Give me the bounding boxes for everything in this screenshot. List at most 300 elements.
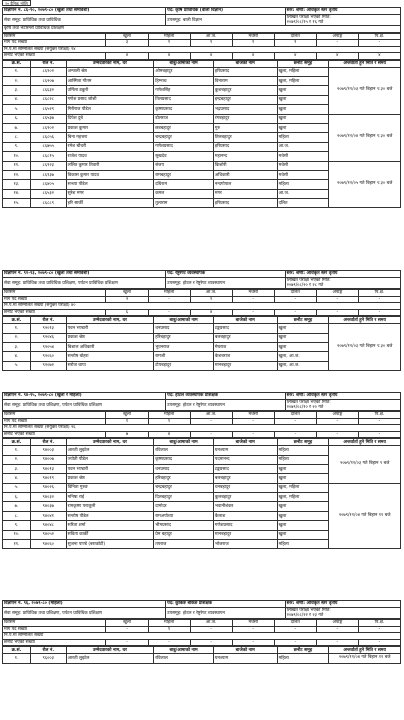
candidate-cell: आरती लुइटेल [66, 654, 154, 663]
candidate-row [3, 654, 401, 663]
candidate-row [3, 324, 401, 333]
selected-count-row [3, 53, 401, 60]
quota-head-cell: आ.ज. [190, 412, 232, 419]
candidate-cell: ८६८२८ [30, 95, 66, 104]
quota-value-cell: - [358, 40, 400, 47]
candidate-cell: ८६४०५ [30, 180, 66, 189]
quota-table [2, 33, 401, 60]
interview-schedule: २०७९/११/०४ गते बिहान ११ बजे [329, 654, 401, 663]
exam-date-label: लिखित परीक्षा भएको मिति: [286, 400, 331, 405]
candidate-cell: भोजराज [213, 540, 277, 549]
candidate-cell: ८६१०२ [30, 67, 66, 76]
candidate-cell: ९४०४१ [30, 511, 66, 520]
candidate-cell: सविता कार्की [66, 530, 154, 539]
candidate-cell: राजेश यादव [66, 152, 154, 161]
candidate-cell: मधेसी [277, 161, 329, 170]
quota-value-cell: माग पद संख्या [3, 626, 106, 633]
selected-count-cell: - [358, 639, 400, 646]
candidate-cell: २. [3, 77, 31, 86]
quota-head-cell: महिला [148, 33, 190, 40]
candidate-cell: ३. [3, 464, 31, 473]
column-header: अन्तर्वार्ता हुने मिति र समय [329, 60, 401, 67]
candidate-cell: ८६५३७ [30, 114, 66, 123]
quota-head-cell: महिला [148, 620, 190, 627]
candidate-cell: ८६२०७ [30, 77, 66, 86]
column-header: बाजेको नाम [213, 647, 277, 654]
candidate-cell: ९४०१३ [30, 464, 66, 473]
candidate-cell: बलबहादुर [213, 474, 277, 483]
quota-head-cell: किसिम [3, 620, 106, 627]
candidate-cell: किशोरी [213, 161, 277, 170]
column-header: अन्तर्वार्ता हुने मिति र समय [329, 317, 401, 324]
candidate-cell: १०. [3, 530, 31, 539]
post-level: स्तर: श्रेणी: अधिकृत स्तर तृतीय [285, 271, 400, 278]
exam-date-label: लिखित परीक्षा भएको मिति: [286, 608, 331, 613]
selected-count-cell: - [148, 309, 190, 316]
candidate-cell: १५. [3, 199, 31, 208]
quota-head-cell: दलित [274, 33, 316, 40]
candidate-cell: ४. [3, 474, 31, 483]
candidate-cell: चन्द्रबहादुर [154, 483, 214, 492]
candidate-cell: १. [3, 324, 31, 333]
selected-count-row [3, 431, 401, 438]
quota-head-cell: अपाङ्ग [316, 412, 358, 419]
candidate-cell: सन्तोष बोहरा [66, 352, 154, 361]
candidate-cell: ८६९०२ [30, 123, 66, 132]
service-row [3, 400, 401, 411]
quota-value-cell: - [274, 626, 316, 633]
candidate-cell: खुला [277, 123, 329, 132]
selected-count-cell: - [358, 431, 400, 438]
quota-value-cell: २ [106, 296, 148, 303]
candidate-cell: ८६८८९ [30, 199, 66, 208]
vacancy-info-table [2, 600, 401, 619]
exam-date-label: लिखित परीक्षा भएको मिति: [286, 278, 331, 283]
candidate-cell: धनप्रसाद [154, 464, 214, 473]
selected-count-cell: - [232, 639, 274, 646]
quota-head-cell: पि.क्षे. [358, 33, 400, 40]
quota-value-cell: - [232, 626, 274, 633]
column-header: बाजेको नाम [213, 317, 277, 324]
vacancy-header-row [3, 601, 401, 608]
candidate-cell: ८६८५६ [30, 133, 66, 142]
candidate-cell: इन्द्रबहादुर [213, 95, 277, 104]
exam-date-label: लिखित परीक्षा भएको मिति: [286, 15, 331, 20]
candidate-row [3, 483, 401, 492]
vacancy-block [2, 600, 401, 664]
candidate-cell: सुरेश मगर [66, 189, 154, 198]
selected-count-cell: ४ [316, 53, 358, 60]
candidate-cell: ४. [3, 352, 31, 361]
selected-count-cell: - [106, 639, 148, 646]
candidate-cell: ८६६३२ [30, 86, 66, 95]
candidate-cell: प्रेम बहादुर [154, 530, 214, 539]
candidate-cell: १. [3, 446, 31, 455]
candidate-cell: खुला [277, 105, 329, 114]
candidate-cell: मेघराज [213, 342, 277, 351]
candidate-cell: कृष्णप्रसाद [154, 105, 214, 114]
candidate-cell: खुला [277, 511, 329, 520]
candidate-cell: हरिप्रसाद [213, 67, 277, 76]
candidate-cell: दिपेश दुबे [66, 114, 154, 123]
candidate-cell: १२. [3, 170, 31, 179]
quota-head-cell: मधेसी [232, 412, 274, 419]
advertisement-number: विज्ञापन नं. ८६-९०, २०७९-८० (खुला तथा समावेशी) [3, 8, 166, 15]
quota-value-cell: - [106, 626, 148, 633]
quota-value-cell: माग पद संख्या [3, 40, 106, 47]
candidate-cell: कैलाश [213, 511, 277, 520]
advertisement-number: विज्ञापन नं. ९४-९५, २०७९-८० (खुला र महिला) [3, 393, 166, 400]
candidate-cell: ८६९३७ [30, 170, 66, 179]
candidate-cell: पवन भण्डारी [66, 324, 154, 333]
candidate-row [3, 114, 401, 123]
advertisement-number: विज्ञापन नं. ९६, २०७९-८० (महिला) [3, 601, 166, 608]
exam-date-value: २०७९/०८/१० र २० गते [286, 405, 324, 411]
column-header: रोल नं. [30, 317, 66, 324]
candidate-cell: संजय [154, 161, 214, 170]
candidate-cell: खुला, महिला [277, 77, 329, 86]
column-header: छनौट समूह [277, 439, 329, 446]
vacancy-info-table [2, 270, 401, 289]
candidate-cell: हिम्नाथ [154, 77, 214, 86]
candidate-cell: पदमानन्द [213, 455, 277, 464]
selected-count-cell: - [316, 639, 358, 646]
selected-count-cell: ४ [190, 309, 232, 316]
interview-schedule: २०७९/११/०५ गते बिहान ९:३० बजे [329, 161, 401, 208]
quota-value-cell: - [190, 626, 232, 633]
candidate-cell: खुला [277, 502, 329, 511]
candidate-cell: ५. [3, 105, 31, 114]
exam-date-cell [285, 608, 400, 619]
candidate-cell: भद्रप्रसाद [213, 105, 277, 114]
candidate-cell: ओमबहादुर [154, 67, 214, 76]
candidate-cell: खुला [277, 114, 329, 123]
column-header: बाबु/आमाको नाम [154, 439, 214, 446]
column-header: उम्मेदवारको नाम, थर [66, 439, 154, 446]
candidate-cell: ३. [3, 342, 31, 351]
training-field: कृषि तथा भेटेरिनरी प्राविधिक प्रशिक्षण [3, 26, 401, 33]
candidate-cell: खुला, आ.ज. [277, 361, 329, 370]
column-header: रोल नं. [30, 60, 66, 67]
candidate-cell: हरिप्रसाद [213, 142, 277, 151]
candidate-cell: हरि सार्की [66, 199, 154, 208]
candidate-cell: उर्मिला ठकुरी [66, 86, 154, 95]
quota-value-cell: ३ [106, 40, 148, 47]
quota-head-cell: खुला [106, 412, 148, 419]
candidate-cell: आस्मिता गौतम [66, 77, 154, 86]
quota-head-cell: अपाङ्ग [316, 33, 358, 40]
candidate-cell: खुला [277, 86, 329, 95]
candidate-cell: तिलबहादुर [213, 133, 277, 142]
selected-count-label: छनौट भएको संख्या [3, 309, 106, 316]
quota-value-cell: - [274, 296, 316, 303]
candidate-cell: महिला [277, 654, 329, 663]
quota-value-cell: - [148, 296, 190, 303]
selected-count-row [3, 639, 401, 646]
selected-count-cell: ४ [358, 53, 400, 60]
candidate-cell: ९६००३ [30, 654, 66, 663]
candidate-cell: घनश्याम [213, 654, 277, 663]
quota-value-cell: - [358, 626, 400, 633]
candidate-cell: ६. [3, 114, 31, 123]
interview-schedule: २०७९/११/०३ गते बिहान ९:३० बजे [329, 67, 401, 114]
vacancy-block [2, 270, 401, 371]
candidate-cell: मनिषा राई [66, 493, 154, 502]
exam-date-value: २०७९/०८/२२ र २३ गते [286, 613, 324, 619]
selected-count-row [3, 309, 401, 316]
quota-table [2, 289, 401, 316]
candidate-cell: महिला [277, 540, 329, 549]
vacancy-header-row [3, 8, 401, 15]
vacancy-header-row [3, 271, 401, 278]
selected-count-label: छनौट भएको संख्या [3, 53, 106, 60]
candidate-cell: ९२०७२ [30, 361, 66, 370]
candidate-cell: टङ्कप्रसाद [213, 324, 277, 333]
candidate-cell: ३. [3, 86, 31, 95]
candidate-cell: पवन भण्डारी [66, 464, 154, 473]
candidate-cell: बलबहादुर [213, 333, 277, 342]
candidate-cell: गणेश प्रसाद जोशी [66, 95, 154, 104]
selected-count-cell: - [190, 639, 232, 646]
quota-value-cell: १ [148, 40, 190, 47]
candidate-cell: कुशबहादुर [213, 86, 277, 95]
candidate-cell: दलित [277, 199, 329, 208]
selected-count-cell: - [316, 431, 358, 438]
candidates-table [2, 316, 401, 371]
candidate-cell: आ.ज. [277, 189, 329, 198]
column-header: रोल नं. [30, 647, 66, 654]
candidate-cell: मगर [213, 189, 277, 198]
candidate-cell: खुला [277, 333, 329, 342]
service-group: सेवा समूह: प्राविधिक तथा प्रशिक्षण, पर्यटन प्राविधिक प्रशिक्षण [3, 400, 166, 411]
candidate-cell: ११. [3, 540, 31, 549]
candidate-cell: केशबराज [213, 352, 277, 361]
candidate-cell: चन्द्रबहादुर [154, 133, 214, 142]
candidate-cell: ९४०३७ [30, 502, 66, 511]
candidate-cell: मधेसी [277, 152, 329, 161]
candidate-cell: महिला [277, 446, 329, 455]
candidate-cell: डोलराज [154, 114, 214, 123]
selected-count-cell: ४ [148, 53, 190, 60]
quota-value-cell: - [316, 626, 358, 633]
candidate-cell: २. [3, 333, 31, 342]
quota-head-cell: किसिम [3, 412, 106, 419]
candidate-cell: २. [3, 455, 31, 464]
candidate-cell: दधिराम [154, 180, 214, 189]
candidate-cell: रविलाल [154, 654, 214, 663]
candidate-cell: तुलाराम [154, 199, 214, 208]
quota-head-cell: आ.ज. [190, 620, 232, 627]
column-header: छनौट समूह [277, 317, 329, 324]
selected-count-cell: - [316, 309, 358, 316]
column-header: अन्तर्वार्ता हुने मिति र समय [329, 647, 401, 654]
candidates-header-row [3, 439, 401, 446]
quota-value-cell: - [316, 418, 358, 425]
candidate-cell: महिला [277, 133, 329, 142]
column-header: रोल नं. [30, 439, 66, 446]
column-header: बाबु/आमाको नाम [154, 60, 214, 67]
candidate-cell: खुला [277, 530, 329, 539]
selected-count-cell: ४ [106, 53, 148, 60]
quota-value-cell: १ [148, 626, 190, 633]
quota-value-cell: - [316, 296, 358, 303]
training-field-row [3, 26, 401, 33]
candidate-cell: सुखदेव [154, 152, 214, 161]
candidate-cell: ९२०१३ [30, 324, 66, 333]
service-row [3, 278, 401, 289]
candidate-cell: मानबहादुर [213, 530, 277, 539]
column-header: उम्मेदवारको नाम, थर [66, 647, 154, 654]
candidate-cell: कुलबहादुर [213, 493, 277, 502]
candidate-cell: खुला, महिला [277, 493, 329, 502]
selected-count-cell: - [274, 639, 316, 646]
candidate-cell: प्रकाश श्रेष्ठ [66, 333, 154, 342]
service-row [3, 608, 401, 619]
exam-date-cell [285, 400, 400, 411]
selected-count-cell: - [274, 431, 316, 438]
selected-count-cell: - [274, 309, 316, 316]
candidate-cell: ९४००७ [30, 455, 66, 464]
quota-head-cell: महिला [148, 412, 190, 419]
column-header: क्र.सं. [3, 647, 31, 654]
quota-head-cell: दलित [274, 620, 316, 627]
candidate-cell: खुला, महिला [277, 67, 329, 76]
candidate-cell: १४. [3, 189, 31, 198]
candidate-cell: धनबहादुर [213, 483, 277, 492]
selected-count-cell: - [148, 639, 190, 646]
candidate-cell: विनाराम [213, 77, 277, 86]
candidate-cell: खुला, आ.ज. [277, 352, 329, 361]
candidate-cell: आ.ज. [277, 142, 329, 151]
candidate-cell: तिलप्रसाद [154, 95, 214, 104]
candidate-cell: रमेश चौधरी [66, 142, 154, 151]
quota-table [2, 411, 401, 438]
column-header: बाबु/आमाको नाम [154, 317, 214, 324]
sub-group: उपसमूह: होटल र रेष्टुरेण्ट व्यवस्थापन [166, 608, 285, 619]
candidate-cell: ९२०६० [30, 352, 66, 361]
candidate-cell: ८६९२३ [30, 161, 66, 170]
candidate-cell: ८६८१५ [30, 152, 66, 161]
candidate-cell: अन्जली श्रेष्ठ [66, 67, 154, 76]
column-header: अन्तर्वार्ता हुने मिति र समय [329, 439, 401, 446]
candidate-cell: सन्ध्या पौडेल [66, 180, 154, 189]
quota-head-cell: पि.क्षे. [358, 290, 400, 297]
candidate-cell: ९४०१९ [30, 474, 66, 483]
quota-value-cell: - [232, 418, 274, 425]
participants-count: नि.प.मा सम्मिलित संख्या (संयुक्त परीक्षा) १४ [3, 46, 401, 53]
vacancy-block [2, 392, 401, 549]
quota-value-cell: १ [232, 40, 274, 47]
candidate-cell: दिलबहादुर [154, 493, 214, 502]
candidate-cell: महानन्द [213, 152, 277, 161]
participants-count: नि.प.मा सम्मिलित संख्या [3, 633, 401, 640]
post-level: स्तर: श्रेणी: अधिकृत स्तर तृतीय [285, 601, 400, 608]
quota-value-cell: १ [148, 418, 190, 425]
candidate-cell: ४. [3, 95, 31, 104]
candidate-cell: बिशाल अधिकारी [66, 342, 154, 351]
quota-head-cell: दलित [274, 412, 316, 419]
service-group: सेवा समूह: प्राविधिक तथा प्रशिक्षण, पर्यटन प्राविधिक प्रशिक्षण [3, 608, 166, 619]
candidate-cell: ९२०५४ [30, 342, 66, 351]
candidate-cell: ८६७५५ [30, 142, 66, 151]
candidate-cell: सन्तोष पौडेल [66, 511, 154, 520]
quota-head-cell: पि.क्षे. [358, 620, 400, 627]
service-group: सेवा समूह: प्राविधिक तथा प्राविधिक प्रशिक्षण, पर्यटन प्राविधिक प्रशिक्षण [3, 278, 166, 289]
candidate-cell: ९४००३ [30, 446, 66, 455]
selected-count-cell: ४ [148, 431, 190, 438]
quota-head-cell: किसिम [3, 290, 106, 297]
candidates-header-row [3, 317, 401, 324]
candidate-cell: नन्दगोपाल [213, 180, 277, 189]
candidate-cell: गणेशप्रसाद [213, 521, 277, 530]
column-header: उम्मेदवारको नाम, थर [66, 60, 154, 67]
candidate-cell: घनश्याम [213, 446, 277, 455]
candidate-cell: टङ्कप्रसाद [213, 464, 277, 473]
quota-head-cell: दलित [274, 290, 316, 297]
selected-count-label: छनौट भएको संख्या [3, 431, 106, 438]
candidate-cell: आरती लुइटेल [66, 446, 154, 455]
candidate-cell: कृष्णप्रसाद [154, 455, 214, 464]
candidate-cell: गिरीराज पौडेल [66, 105, 154, 114]
selected-count-cell: - [358, 309, 400, 316]
sub-group: उपसमूह: होटल र रेष्टुरेण्ट व्यवस्थापन [166, 400, 285, 411]
candidate-cell: रामअयोध्या [154, 511, 214, 520]
selected-count-cell: - [232, 431, 274, 438]
candidates-table [2, 646, 401, 663]
selected-count-cell: ४ [232, 53, 274, 60]
candidate-cell: ८. [3, 133, 31, 142]
candidate-cell: ७. [3, 123, 31, 132]
notice-page [2, 0, 401, 720]
quota-value-cell: १ [190, 296, 232, 303]
post-level: स्तर: श्रेणी: अधिकृत स्तर तृतीय [285, 393, 400, 400]
quota-value-cell: माग पद संख्या [3, 418, 106, 425]
candidate-cell: महिला [277, 180, 329, 189]
candidate-cell: गणेशसिंह [154, 86, 214, 95]
column-header: क्र.सं. [3, 317, 31, 324]
exam-date-value: २०७९/०८/१५ र १६ गते [286, 20, 324, 26]
vacancy-info-table [2, 392, 401, 411]
quota-head-cell: मधेसी [232, 620, 274, 627]
candidates-header-row [3, 60, 401, 67]
candidate-cell: धनप्रसाद [154, 324, 214, 333]
quota-head-cell: मधेसी [232, 33, 274, 40]
candidate-cell: रामजी [154, 352, 214, 361]
column-header: बाबु/आमाको नाम [154, 647, 214, 654]
candidate-cell: विनिता गुरुङ [66, 483, 154, 492]
candidate-cell: ९४०४८ [30, 521, 66, 530]
candidate-cell: अधिकारी [213, 170, 277, 179]
selected-count-cell: - [190, 431, 232, 438]
candidate-cell: सरिता शर्मा [66, 521, 154, 530]
exam-date-cell [285, 278, 400, 289]
sub-group: उपसमूह: बाली विज्ञान [166, 15, 285, 26]
quota-head-cell: आ.ज. [190, 33, 232, 40]
selected-count-cell: ४ [190, 53, 232, 60]
candidate-cell: प्रकाश श्रेष्ठ [66, 474, 154, 483]
candidate-cell: बिना महत्तरा [66, 133, 154, 142]
interview-schedule: २०७९/११/०४ गते बिहान ११ बजे [329, 483, 401, 549]
quota-value-cell: - [232, 296, 274, 303]
candidate-cell: खुला [277, 464, 329, 473]
column-header: उम्मेदवारको नाम, थर [66, 317, 154, 324]
exam-date-cell [285, 15, 400, 26]
candidate-cell: रविलाल [154, 446, 214, 455]
candidate-cell: रामकृष्ण पराजुली [66, 502, 154, 511]
candidate-cell: ११. [3, 161, 31, 170]
quota-head-cell: किसिम [3, 33, 106, 40]
column-header: छनौट समूह [277, 60, 329, 67]
